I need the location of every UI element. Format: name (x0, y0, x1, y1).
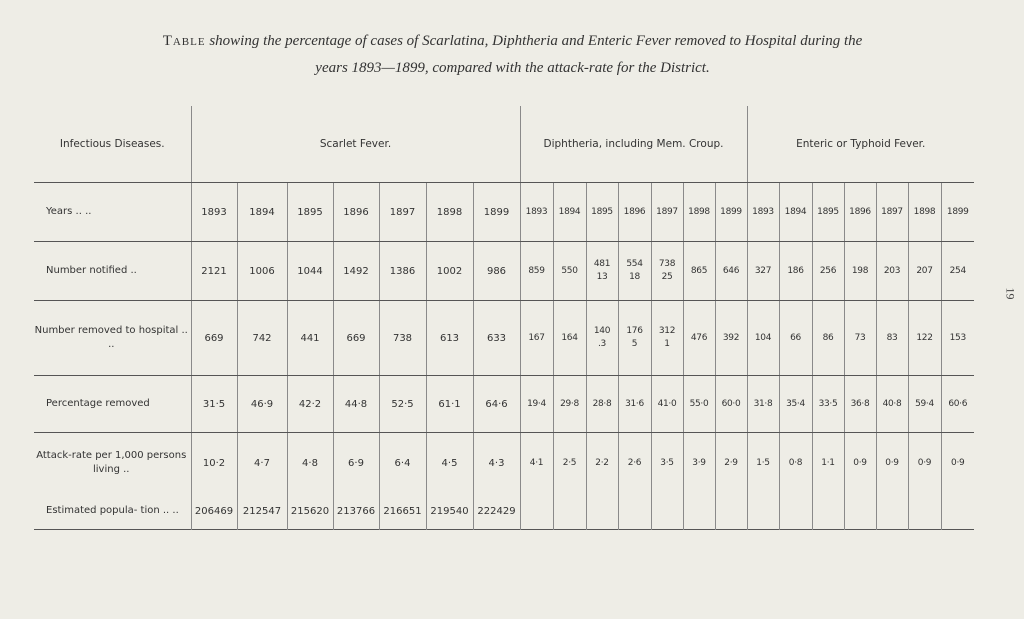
scarlet-years-cell (379, 183, 426, 242)
diphtheria-attack-cell (520, 433, 553, 494)
diphtheria-population-cell (553, 493, 586, 530)
scarlet-removed-cell (473, 301, 520, 376)
enteric-pct-cell (747, 376, 779, 433)
diphtheria-notified-subvalue: 18 (629, 272, 640, 282)
enteric-removed-cell (941, 301, 974, 376)
diphtheria-pct-cell (553, 376, 586, 433)
scarlet-removed-value: 738 (392, 332, 413, 344)
enteric-removed-cell (876, 301, 908, 376)
row-label-population: Estimated popula- tion .. .. (46, 505, 179, 516)
enteric-attack-cell (747, 433, 779, 494)
scarlet-population-cell (237, 493, 287, 530)
enteric-removed-cell (812, 301, 844, 376)
removed-row (34, 301, 974, 376)
enteric-removed-cell (779, 301, 812, 376)
population-row (34, 493, 974, 530)
scarlet-population-value: 222429 (477, 505, 516, 517)
row-label-percentage: Percentage removed (34, 376, 191, 433)
diphtheria-attack-cell (553, 433, 586, 494)
diphtheria-pct-value: 29·8 (560, 398, 579, 409)
scarlet-years-cell (473, 183, 520, 242)
scarlet-years-value: 1895 (297, 206, 323, 218)
diphtheria-removed-subvalue: .3 (598, 339, 606, 349)
diphtheria-notified-value: 550 (561, 265, 578, 276)
scarlet-pct-cell (379, 376, 426, 433)
enteric-years-value: 1893 (752, 206, 774, 217)
diphtheria-notified-subvalue: 25 (661, 272, 673, 282)
diphtheria-pct-cell (618, 376, 651, 433)
enteric-population-cell (876, 493, 908, 530)
enteric-years-value: 1896 (849, 206, 871, 217)
diphtheria-attack-cell (715, 433, 747, 494)
enteric-notified-value: 254 (949, 265, 966, 276)
scarlet-population-value: 213766 (336, 505, 376, 517)
enteric-pct-cell (908, 376, 941, 433)
scarlet-pct-cell (237, 376, 287, 433)
diphtheria-notified-cell (618, 242, 651, 301)
diphtheria-pct-value: 31·6 (625, 398, 644, 409)
enteric-attack-value: 0·8 (788, 457, 803, 468)
diphtheria-attack-value: 2·6 (627, 457, 642, 468)
scarlet-notified-value: 986 (486, 265, 507, 277)
enteric-removed-cell (844, 301, 876, 376)
diphtheria-years-value: 1896 (623, 206, 646, 217)
scarlet-pct-cell (191, 376, 237, 433)
scarlet-years-cell (191, 183, 237, 242)
diphtheria-pct-value: 19·4 (527, 398, 546, 409)
row-label-removed: Number removed to hospital .. .. (34, 301, 191, 376)
scarlet-attack-value: 4·7 (254, 457, 270, 469)
notified-row (34, 242, 974, 301)
enteric-pct-cell (779, 376, 812, 433)
enteric-notified-cell (779, 242, 812, 301)
diphtheria-notified-cell (651, 242, 683, 301)
scarlet-removed-value: 441 (300, 332, 320, 344)
scarlet-attack-value: 4·8 (302, 457, 318, 469)
enteric-population-cell (779, 493, 812, 530)
enteric-removed-value: 153 (949, 332, 966, 343)
diphtheria-removed-subvalue: 1 (664, 339, 670, 349)
enteric-years-value: 1895 (817, 206, 839, 217)
enteric-years-value: 1898 (913, 206, 936, 217)
scarlet-years-value: 1894 (249, 206, 275, 218)
scarlet-pct-value: 46·9 (250, 398, 274, 410)
scarlet-attack-value: 6·4 (394, 457, 411, 469)
enteric-pct-cell (844, 376, 876, 433)
scarlet-pct-cell (426, 376, 473, 433)
scarlet-attack-cell (473, 433, 520, 494)
scarlet-years-value: 1898 (436, 206, 463, 218)
diphtheria-attack-value: 4·1 (529, 457, 544, 468)
diphtheria-years-value: 1893 (525, 206, 548, 217)
enteric-removed-value: 83 (886, 332, 898, 343)
diphtheria-removed-cell (683, 301, 715, 376)
scarlet-attack-cell (287, 433, 333, 494)
scarlet-years-cell (237, 183, 287, 242)
enteric-population-cell (812, 493, 844, 530)
enteric-removed-cell (747, 301, 779, 376)
scarlet-notified-cell (473, 242, 520, 301)
diphtheria-years-cell (520, 183, 553, 242)
scarlet-attack-cell (379, 433, 426, 494)
scarlet-years-cell (426, 183, 473, 242)
enteric-years-cell (844, 183, 876, 242)
enteric-notified-value: 203 (883, 265, 901, 276)
diphtheria-removed-subvalue: 5 (631, 339, 638, 349)
diphtheria-removed-value: 476 (690, 332, 708, 343)
attack-rate-row (34, 433, 974, 494)
diphtheria-removed-value: 140 (593, 326, 611, 336)
scarlet-notified-cell (287, 242, 333, 301)
diphtheria-attack-value: 3·5 (660, 457, 674, 468)
diphtheria-pct-cell (586, 376, 618, 433)
enteric-notified-cell (941, 242, 974, 301)
header-row (34, 106, 974, 183)
diphtheria-attack-value: 3·9 (692, 457, 706, 468)
enteric-removed-value: 73 (854, 332, 866, 343)
diphtheria-notified-cell (520, 242, 553, 301)
scarlet-notified-cell (333, 242, 379, 301)
enteric-removed-cell (908, 301, 941, 376)
scarlet-notified-value: 1002 (436, 265, 463, 277)
enteric-years-cell (876, 183, 908, 242)
diphtheria-pct-cell (651, 376, 683, 433)
diphtheria-population-cell (520, 493, 553, 530)
diphtheria-notified-value: 859 (528, 265, 545, 276)
diphtheria-population-cell (586, 493, 618, 530)
scarlet-attack-cell (237, 433, 287, 494)
enteric-attack-cell (812, 433, 844, 494)
diphtheria-population-cell (715, 493, 747, 530)
caption-lead: Table (162, 33, 206, 49)
diphtheria-years-value: 1894 (558, 206, 581, 217)
diphtheria-years-value: 1895 (591, 206, 613, 217)
scarlet-removed-cell (191, 301, 237, 376)
scarlet-population-cell (191, 493, 237, 530)
diphtheria-removed-value: 167 (528, 332, 545, 343)
diphtheria-attack-cell (586, 433, 618, 494)
diphtheria-pct-cell (520, 376, 553, 433)
scarlet-notified-cell (191, 242, 237, 301)
scarlet-attack-cell (426, 433, 473, 494)
diphtheria-notified-value: 646 (722, 265, 740, 276)
enteric-attack-value: 0·9 (885, 457, 899, 468)
enteric-notified-cell (812, 242, 844, 301)
diphtheria-years-cell (586, 183, 618, 242)
enteric-attack-value: 1·1 (821, 457, 835, 468)
enteric-pct-cell (876, 376, 908, 433)
enteric-removed-value: 66 (790, 332, 801, 343)
enteric-pct-value: 60·6 (948, 398, 968, 409)
enteric-removed-value: 104 (754, 332, 772, 343)
caption-line-1 (40, 28, 985, 55)
diphtheria-pct-cell (683, 376, 715, 433)
enteric-notified-cell (908, 242, 941, 301)
scarlet-pct-value: 52·5 (391, 398, 414, 410)
enteric-notified-value: 198 (851, 265, 869, 276)
enteric-attack-cell (941, 433, 974, 494)
diphtheria-attack-value: 2·9 (724, 457, 738, 468)
diphtheria-removed-value: 176 (626, 326, 643, 336)
scarlet-pct-value: 44·8 (344, 398, 368, 410)
enteric-population-cell (941, 493, 974, 530)
scarlet-pct-cell (333, 376, 379, 433)
diphtheria-notified-value: 738 (658, 259, 676, 269)
diphtheria-years-cell (715, 183, 747, 242)
enteric-attack-value: 0·9 (853, 457, 867, 468)
statistics-table (34, 106, 974, 530)
enteric-pct-cell (941, 376, 974, 433)
diphtheria-removed-value: 164 (561, 332, 578, 343)
enteric-attack-value: 0·9 (917, 457, 932, 468)
diphtheria-population-cell (618, 493, 651, 530)
enteric-attack-cell (844, 433, 876, 494)
scarlet-notified-value: 1044 (297, 265, 323, 277)
enteric-years-cell (941, 183, 974, 242)
caption-text-1: showing the percentage of cases of Scarlatina, Diphtheria and Enteric Fever removed to Hospital during the (209, 33, 863, 49)
row-label-attack-rate: Attack-rate per 1,000 persons living .. (36, 450, 187, 475)
scarlet-years-cell (287, 183, 333, 242)
enteric-years-value: 1897 (881, 206, 903, 217)
scarlet-population-value: 219540 (430, 505, 469, 517)
scarlet-years-value: 1899 (483, 206, 510, 218)
scarlet-removed-value: 742 (252, 332, 272, 344)
diphtheria-years-value: 1898 (688, 206, 710, 217)
enteric-notified-value: 186 (787, 265, 804, 276)
caption-text-2: years 1893—1899, compared with the attack-rate for the District. (315, 60, 710, 76)
scarlet-years-value: 1896 (343, 206, 369, 218)
scarlet-population-value: 216651 (383, 505, 422, 517)
scarlet-notified-value: 1492 (343, 265, 369, 277)
enteric-years-cell (779, 183, 812, 242)
scarlet-population-value: 206469 (194, 505, 234, 517)
enteric-attack-value: 0·9 (951, 457, 965, 468)
diphtheria-attack-cell (618, 433, 651, 494)
diphtheria-population-cell (651, 493, 683, 530)
enteric-removed-value: 86 (822, 332, 834, 343)
enteric-pct-value: 35·4 (786, 398, 805, 409)
enteric-pct-cell (812, 376, 844, 433)
scarlet-notified-cell (426, 242, 473, 301)
diphtheria-years-cell (553, 183, 586, 242)
header-infectious-diseases: Infectious Diseases. (34, 106, 191, 183)
scarlet-population-value: 215620 (290, 505, 330, 517)
diphtheria-years-cell (651, 183, 683, 242)
diphtheria-removed-cell (586, 301, 618, 376)
page-number: 19 (1003, 287, 1018, 300)
scarlet-removed-cell (426, 301, 473, 376)
diphtheria-pct-value: 60·0 (721, 398, 741, 409)
scarlet-removed-cell (333, 301, 379, 376)
enteric-attack-cell (908, 433, 941, 494)
header-scarlet-fever: Scarlet Fever. (191, 106, 520, 183)
scarlet-removed-value: 669 (204, 332, 224, 344)
scarlet-notified-cell (379, 242, 426, 301)
scarlet-population-cell (379, 493, 426, 530)
header-enteric-fever: Enteric or Typhoid Fever. (747, 106, 974, 183)
diphtheria-pct-value: 41·0 (657, 398, 677, 409)
scarlet-notified-cell (237, 242, 287, 301)
scarlet-years-value: 1893 (201, 206, 227, 218)
scarlet-pct-cell (473, 376, 520, 433)
enteric-years-cell (747, 183, 779, 242)
scarlet-pct-cell (287, 376, 333, 433)
diphtheria-attack-cell (683, 433, 715, 494)
enteric-attack-value: 1·5 (756, 457, 770, 468)
enteric-notified-cell (876, 242, 908, 301)
scarlet-removed-cell (287, 301, 333, 376)
diphtheria-years-cell (683, 183, 715, 242)
diphtheria-notified-cell (715, 242, 747, 301)
diphtheria-attack-cell (651, 433, 683, 494)
scarlet-population-cell (473, 493, 520, 530)
diphtheria-pct-value: 55·0 (689, 398, 709, 409)
scarlet-pct-value: 61·1 (438, 398, 461, 410)
scarlet-notified-value: 1386 (389, 265, 416, 277)
header-diphtheria: Diphtheria, including Mem. Croup. (520, 106, 747, 183)
enteric-population-cell (844, 493, 876, 530)
diphtheria-removed-value: 312 (658, 326, 676, 336)
enteric-pct-value: 33·5 (818, 398, 838, 409)
scarlet-removed-cell (379, 301, 426, 376)
diphtheria-notified-subvalue: 13 (596, 272, 608, 282)
enteric-notified-cell (844, 242, 876, 301)
diphtheria-years-cell (618, 183, 651, 242)
scarlet-removed-cell (237, 301, 287, 376)
scarlet-removed-value: 633 (486, 332, 507, 344)
percentage-row (34, 376, 974, 433)
enteric-years-cell (812, 183, 844, 242)
enteric-notified-value: 256 (819, 265, 837, 276)
diphtheria-years-value: 1897 (656, 206, 678, 217)
scarlet-population-cell (333, 493, 379, 530)
scarlet-pct-value: 42·2 (298, 398, 322, 410)
years-row (34, 183, 974, 242)
scarlet-removed-value: 613 (439, 332, 460, 344)
enteric-notified-value: 327 (754, 265, 772, 276)
diphtheria-notified-cell (586, 242, 618, 301)
scarlet-attack-value: 4·5 (441, 457, 458, 469)
scarlet-years-value: 1897 (389, 206, 416, 218)
diphtheria-notified-cell (683, 242, 715, 301)
enteric-years-cell (908, 183, 941, 242)
diphtheria-pct-value: 28·8 (592, 398, 612, 409)
enteric-population-cell (908, 493, 941, 530)
scarlet-attack-value: 4·3 (488, 457, 505, 469)
diphtheria-attack-value: 2·2 (595, 457, 609, 468)
diphtheria-removed-cell (520, 301, 553, 376)
enteric-years-value: 1899 (946, 206, 969, 217)
scarlet-attack-value: 10·2 (202, 457, 226, 469)
scarlet-pct-value: 31·5 (202, 398, 226, 410)
table-caption (40, 28, 985, 82)
scarlet-population-cell (426, 493, 473, 530)
scarlet-attack-value: 6·9 (348, 457, 364, 469)
enteric-notified-value: 207 (916, 265, 933, 276)
enteric-pct-value: 36·8 (850, 398, 870, 409)
diphtheria-attack-value: 2·5 (562, 457, 577, 468)
diphtheria-pct-cell (715, 376, 747, 433)
diphtheria-years-value: 1899 (720, 206, 742, 217)
enteric-attack-cell (876, 433, 908, 494)
enteric-pct-value: 40·8 (882, 398, 902, 409)
scarlet-notified-value: 2121 (201, 265, 227, 277)
diphtheria-population-cell (683, 493, 715, 530)
diphtheria-notified-value: 554 (626, 259, 643, 269)
diphtheria-removed-cell (553, 301, 586, 376)
diphtheria-removed-cell (618, 301, 651, 376)
enteric-population-cell (747, 493, 779, 530)
scarlet-population-cell (287, 493, 333, 530)
scarlet-pct-value: 64·6 (485, 398, 508, 410)
diphtheria-notified-value: 865 (690, 265, 708, 276)
enteric-years-value: 1894 (784, 206, 807, 217)
enteric-notified-cell (747, 242, 779, 301)
enteric-attack-cell (779, 433, 812, 494)
diphtheria-removed-cell (651, 301, 683, 376)
scarlet-removed-value: 669 (346, 332, 366, 344)
diphtheria-removed-value: 392 (722, 332, 740, 343)
row-label-years: Years .. .. (34, 183, 191, 242)
diphtheria-removed-cell (715, 301, 747, 376)
diphtheria-notified-cell (553, 242, 586, 301)
scarlet-years-cell (333, 183, 379, 242)
scarlet-attack-cell (191, 433, 237, 494)
scarlet-attack-cell (333, 433, 379, 494)
enteric-removed-value: 122 (916, 332, 933, 343)
diphtheria-notified-value: 481 (593, 259, 611, 269)
scarlet-population-value: 212547 (242, 505, 282, 517)
enteric-pct-value: 59·4 (915, 398, 934, 409)
enteric-pct-value: 31·8 (753, 398, 773, 409)
scarlet-notified-value: 1006 (249, 265, 275, 277)
row-label-notified: Number notified .. (34, 242, 191, 301)
